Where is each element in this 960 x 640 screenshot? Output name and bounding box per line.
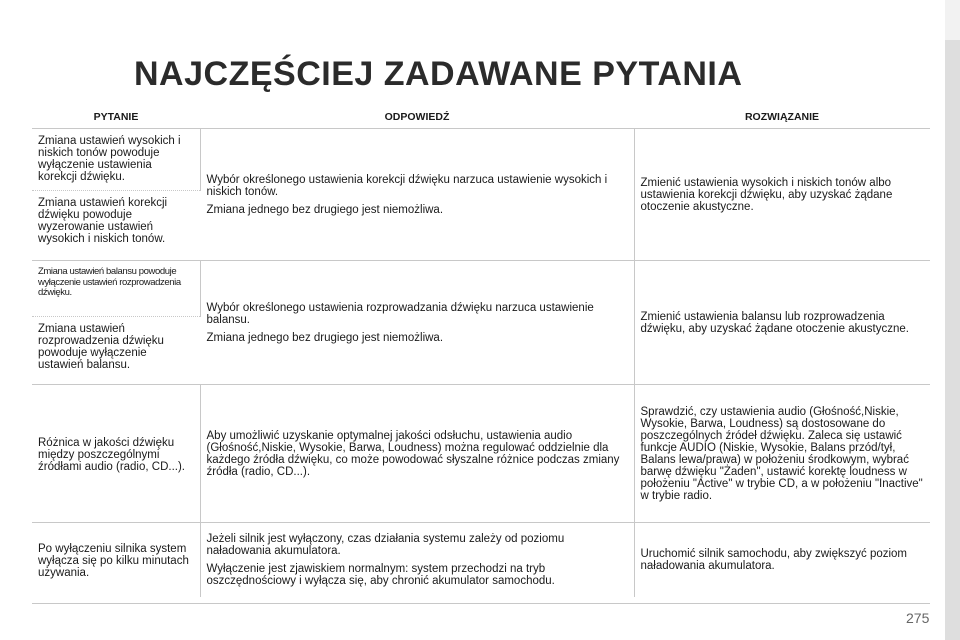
side-tab	[945, 40, 960, 640]
solution-text: Uruchomić silnik samochodu, aby zwiększyć poziom naładowania akumulatora.	[640, 547, 908, 572]
solution-cell	[634, 129, 930, 261]
question-text: Zmiana ustawień wysokich i niskich tonów powoduje wyłączenie ustawienia korekcji dźwięku.	[38, 135, 181, 183]
question-text: Po wyłączeniu silnika system wyłącza się po kilku minutach używania.	[38, 542, 189, 579]
solution-cell	[634, 385, 930, 523]
page-title: NAJCZĘŚCIEJ ZADAWANE PYTANIA	[134, 55, 743, 93]
question-text: Zmiana ustawień rozprowadzenia dźwięku powoduje wyłączenie ustawień balansu.	[38, 323, 164, 371]
table-row	[32, 523, 930, 597]
answer-cell	[200, 129, 634, 261]
answer-text: Wybór określonego ustawienia rozprowadzania dźwięku narzuca ustawienie balansu.	[206, 301, 594, 326]
table-row	[32, 129, 930, 191]
side-tab-top	[945, 0, 960, 40]
answer-cell	[200, 523, 634, 597]
answer-text: Jeżeli silnik jest wyłączony, czas działania systemu zależy od poziomu naładowania akumulatora.	[206, 532, 565, 557]
solution-cell	[634, 523, 930, 597]
question-text: Zmiana ustawień balansu powoduje wyłączenie ustawień rozprowadzenia dźwięku.	[38, 266, 181, 298]
answer-text: Wybór określonego ustawienia korekcji dźwięku narzuca ustawienie wysokich i niskich tonów.	[206, 173, 608, 198]
answer-cell	[200, 385, 634, 523]
question-cell	[32, 191, 200, 261]
solution-text: Sprawdzić, czy ustawienia audio (Głośność,Niskie, Wysokie, Barwa, Loudness) są dostosowane do poszczególnych źródeł dźwięku. Zaleca się ustawić funkcje AUDIO (Niskie, Wysokie, Balans przód/tył, Balans lewa/prawa) w położeniu środkowym, wybrać barwę dźwięku "Żaden", ustawić korektę loudness w położeniu "Active" w trybie CD, a w położeniu "Inactive" w trybie radio.	[640, 405, 923, 502]
page-number: 275	[906, 610, 930, 626]
question-text: Różnica w jakości dźwięku między poszczególnymi źródłami audio (radio, CD...).	[38, 436, 185, 473]
answer-cell	[200, 261, 634, 385]
question-cell	[32, 129, 200, 191]
question-cell	[32, 317, 200, 385]
table-bottom-border	[32, 603, 930, 604]
question-cell	[32, 385, 200, 523]
table-header-row	[32, 106, 930, 129]
answer-text: Zmiana jednego bez drugiego jest niemożliwa.	[206, 331, 444, 344]
column-header-answer: ODPOWIEDŹ	[200, 106, 634, 129]
column-header-question: PYTANIE	[32, 106, 200, 129]
answer-text: Wyłączenie jest zjawiskiem normalnym: system przechodzi na tryb oszczędnościowy i wyłącza się, aby chronić akumulator samochodu.	[206, 562, 555, 587]
table-row	[32, 261, 930, 317]
question-cell	[32, 261, 200, 317]
column-header-solution: ROZWIĄZANIE	[634, 106, 930, 129]
solution-text: Zmienić ustawienia balansu lub rozprowadzenia dźwięku, aby uzyskać żądane otoczenie akustyczne.	[640, 310, 909, 335]
answer-text: Zmiana jednego bez drugiego jest niemożliwa.	[206, 203, 444, 216]
answer-text: Aby umożliwić uzyskanie optymalnej jakości odsłuchu, ustawienia audio (Głośność,Niskie, Wysokie, Barwa, Loudness) można regulować oddzielnie dla każdego źródła dźwięku, co może powodować słyszalne różnice podczas zmiany źródła (radio, CD...).	[206, 429, 620, 478]
question-cell	[32, 523, 200, 597]
solution-cell	[634, 261, 930, 385]
table-row	[32, 385, 930, 523]
question-text: Zmiana ustawień korekcji dźwięku powoduje wyzerowanie ustawień wysokich i niskich tonów.	[38, 197, 168, 245]
solution-text: Zmienić ustawienia wysokich i niskich tonów albo ustawienia korekcji dźwięku, aby uzyskać żądane otoczenie akustyczne.	[640, 176, 893, 213]
faq-table	[32, 106, 930, 597]
